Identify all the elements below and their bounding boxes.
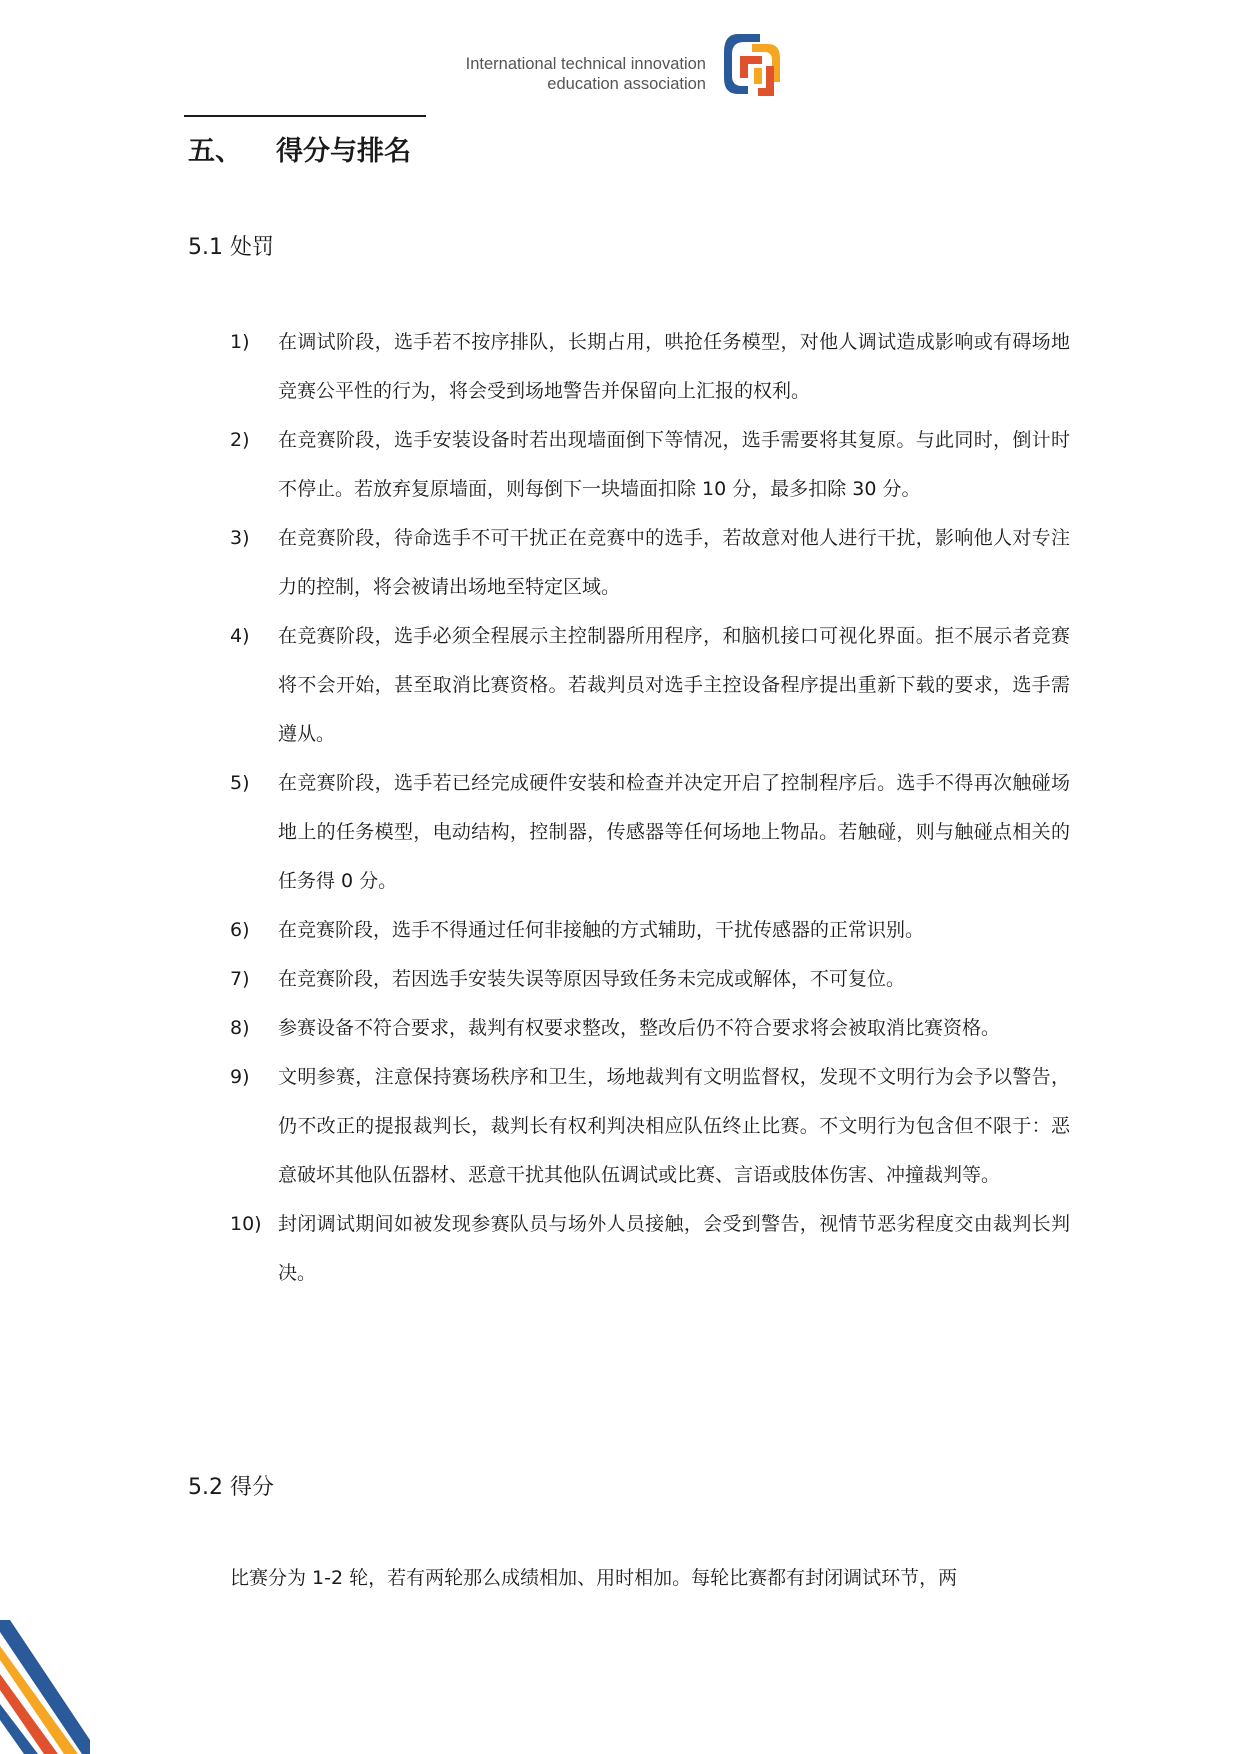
- list-item-number: 5): [230, 772, 250, 794]
- list-item: [230, 906, 1070, 955]
- list-item: [230, 1200, 1070, 1298]
- list-item-number: 10): [230, 1213, 262, 1235]
- section-heading-penalty: 5.1 处罚: [188, 235, 274, 260]
- list-item-text: 在调试阶段，选手若不按序排队，长期占用，哄抢任务模型，对他人调试造成影响或有碍场地竞赛公平性的行为，将会受到场地警告并保留向上汇报的权利。: [278, 331, 1070, 402]
- list-item-text: 在竞赛阶段，若因选手安装失误等原因导致任务未完成或解体，不可复位。: [278, 968, 906, 990]
- list-item-text: 在竞赛阶段，待命选手不可干扰正在竞赛中的选手，若故意对他人进行干扰，影响他人对专注力的控制，将会被请出场地至特定区域。: [278, 527, 1070, 598]
- list-item-number: 8): [230, 1017, 250, 1039]
- list-item-number: 1): [230, 331, 250, 353]
- list-item: [230, 955, 1070, 1004]
- chapter-heading: [188, 132, 411, 172]
- list-item-number: 2): [230, 429, 250, 451]
- list-item-text: 在竞赛阶段，选手必须全程展示主控制器所用程序，和脑机接口可视化界面。拒不展示者竞赛将不会开始，甚至取消比赛资格。若裁判员对选手主控设备程序提出重新下载的要求，选手需遵从。: [278, 625, 1070, 745]
- list-item-text: 参赛设备不符合要求，裁判有权要求整改，整改后仍不符合要求将会被取消比赛资格。: [278, 1017, 1001, 1039]
- list-item: [230, 1053, 1070, 1200]
- chapter-title: 得分与排名: [276, 136, 411, 167]
- org-name: [430, 54, 706, 94]
- list-item-number: 7): [230, 968, 250, 990]
- scoring-paragraph: 比赛分为 1-2 轮，若有两轮那么成绩相加、用时相加。每轮比赛都有封闭调试环节，两: [230, 1567, 958, 1589]
- org-name-line2: education association: [547, 75, 706, 93]
- list-item-text: 在竞赛阶段，选手安装设备时若出现墙面倒下等情况，选手需要将其复原。与此同时，倒计时不停止。若放弃复原墙面，则每倒下一块墙面扣除 10 分，最多扣除 30 分。: [278, 429, 1070, 500]
- association-logo: [718, 26, 792, 102]
- list-item-text: 文明参赛，注意保持赛场秩序和卫生，场地裁判有文明监督权，发现不文明行为会予以警告，仍不改正的提报裁判长，裁判长有权利判决相应队伍终止比赛。不文明行为包含但不限于：恶意破坏其他队伍器材、恶意干扰其他队伍调试或比赛、言语或肢体伤害、冲撞裁判等。: [278, 1066, 1070, 1186]
- list-item: [230, 416, 1070, 514]
- penalty-list: [230, 318, 1070, 1298]
- list-item-text: 封闭调试期间如被发现参赛队员与场外人员接触，会受到警告，视情节恶劣程度交由裁判长判决。: [278, 1213, 1070, 1284]
- list-item-number: 9): [230, 1066, 250, 1088]
- section-heading-scoring: 5.2 得分: [188, 1475, 274, 1500]
- list-item: [230, 514, 1070, 612]
- corner-stripes-decoration: [0, 1620, 90, 1754]
- header-rule: [184, 115, 426, 117]
- list-item-number: 3): [230, 527, 250, 549]
- list-item: [230, 1004, 1070, 1053]
- chapter-number: 五、: [188, 136, 242, 167]
- list-item-text: 在竞赛阶段，选手不得通过任何非接触的方式辅助，干扰传感器的正常识别。: [278, 919, 925, 941]
- org-name-line1: International technical innovation: [465, 55, 706, 73]
- list-item-text: 在竞赛阶段，选手若已经完成硬件安装和检查并决定开启了控制程序后。选手不得再次触碰场地上的任务模型，电动结构，控制器，传感器等任何场地上物品。若触碰，则与触碰点相关的任务得 0 分。: [278, 772, 1070, 892]
- list-item-number: 4): [230, 625, 250, 647]
- list-item-number: 6): [230, 919, 250, 941]
- list-item: [230, 759, 1070, 906]
- list-item: [230, 612, 1070, 759]
- list-item: [230, 318, 1070, 416]
